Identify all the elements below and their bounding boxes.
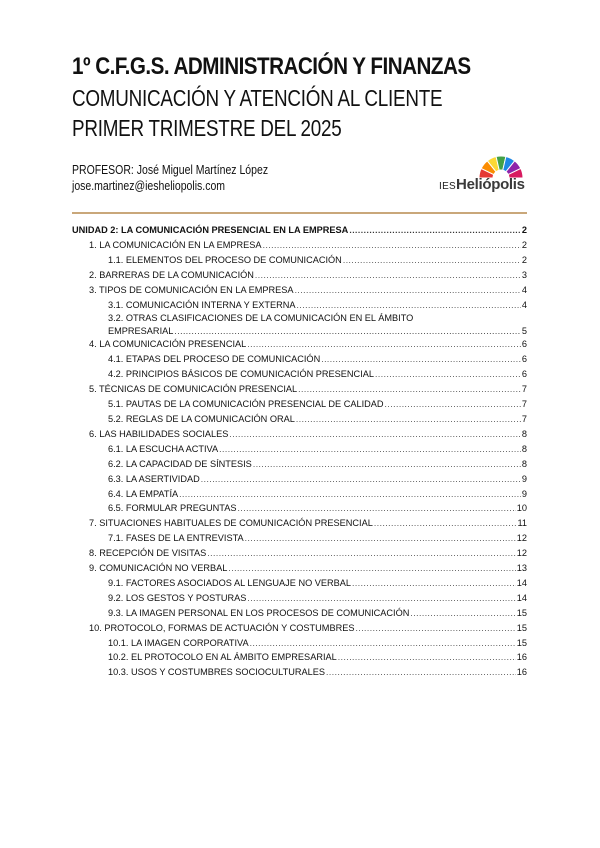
toc-page-number: 6	[521, 354, 527, 365]
toc-leader-dots	[343, 253, 521, 268]
toc-leader-dots	[219, 442, 521, 457]
toc-entry-label: 3. TIPOS DE COMUNICACIÓN EN LA EMPRESA	[89, 284, 294, 295]
toc-entry-label: 4. LA COMUNICACIÓN PRESENCIAL	[89, 339, 247, 350]
toc-entry[interactable]	[72, 591, 527, 606]
table-of-contents	[72, 223, 527, 680]
toc-entry[interactable]	[72, 650, 527, 665]
toc-entry-label: 9. COMUNICACIÓN NO VERBAL	[89, 563, 228, 574]
toc-leader-dots	[201, 472, 521, 487]
toc-page-number: 16	[516, 667, 527, 678]
toc-entry[interactable]	[72, 442, 527, 457]
toc-page-number: 12	[516, 548, 527, 559]
toc-leader-dots	[179, 487, 521, 502]
toc-leader-dots	[349, 223, 521, 238]
toc-page-number: 15	[516, 637, 527, 648]
toc-leader-dots	[263, 238, 521, 253]
toc-entry-label: 7. SITUACIONES HABITUALES DE COMUNICACIÓN PRESENCIAL	[89, 518, 373, 529]
toc-page-number: 11	[517, 518, 527, 529]
toc-page-number: 2	[521, 254, 527, 265]
toc-entry[interactable]	[72, 382, 527, 397]
toc-entry[interactable]	[72, 238, 527, 253]
toc-page-number: 13	[516, 563, 527, 574]
toc-entry[interactable]	[72, 531, 527, 546]
toc-entry[interactable]	[72, 253, 527, 268]
toc-page-number: 9	[521, 473, 527, 484]
toc-entry[interactable]	[72, 457, 527, 472]
toc-leader-dots	[245, 531, 516, 546]
toc-entry[interactable]	[72, 636, 527, 651]
toc-leader-dots	[296, 412, 521, 427]
toc-leader-dots	[255, 268, 521, 283]
toc-entry[interactable]	[72, 487, 527, 502]
toc-entry[interactable]	[72, 501, 527, 516]
toc-leader-dots	[229, 427, 520, 442]
toc-entry[interactable]	[72, 268, 527, 283]
toc-entry[interactable]	[72, 412, 527, 427]
toc-leader-dots	[174, 325, 521, 338]
toc-entry-label: 8. RECEPCIÓN DE VISITAS	[89, 548, 207, 559]
toc-page-number: 16	[516, 652, 527, 663]
toc-leader-dots	[207, 546, 516, 561]
toc-page-number: 7	[521, 384, 527, 395]
toc-leader-dots	[374, 516, 517, 531]
toc-page-number: 2	[521, 239, 527, 250]
professor-email: jose.martinez@iesheliopolis.com	[72, 179, 226, 193]
logo-prefix: IES	[439, 181, 457, 192]
course-title: 1º C.F.G.S. ADMINISTRACIÓN Y FINANZAS	[72, 53, 471, 80]
toc-leader-dots	[250, 636, 516, 651]
toc-leader-dots	[295, 283, 521, 298]
toc-page-number: 12	[516, 533, 527, 544]
toc-page-number: 3	[521, 269, 527, 280]
toc-page-number: 6	[521, 339, 527, 350]
toc-page-number: 9	[521, 488, 527, 499]
toc-leader-dots	[410, 606, 515, 621]
toc-leader-dots	[321, 352, 521, 367]
toc-entry-label: 10. PROTOCOLO, FORMAS DE ACTUACIÓN Y COSTUMBRES	[89, 622, 355, 633]
professor-name: PROFESOR: José Miguel Martínez López	[72, 163, 269, 177]
toc-entry[interactable]	[72, 576, 527, 591]
toc-page-number: 8	[521, 428, 527, 439]
subject-title: COMUNICACIÓN Y ATENCIÓN AL CLIENTE	[72, 85, 443, 111]
toc-entry-label: 9.2. LOS GESTOS Y POSTURAS	[108, 592, 247, 603]
toc-entry[interactable]	[72, 427, 527, 442]
toc-entry-label: 6.1. LA ESCUCHA ACTIVA	[108, 443, 219, 454]
toc-page-number: 8	[521, 443, 527, 454]
toc-page-number: 15	[516, 607, 527, 618]
toc-leader-dots	[297, 298, 521, 313]
term-title: PRIMER TRIMESTRE DEL 2025	[72, 115, 342, 141]
toc-entry-label: 5.1. PAUTAS DE LA COMUNICACIÓN PRESENCIAL DE CALIDAD	[108, 399, 384, 410]
toc-page-number: 7	[521, 399, 527, 410]
toc-leader-dots	[228, 561, 515, 576]
toc-entry[interactable]	[72, 606, 527, 621]
toc-entry[interactable]	[72, 546, 527, 561]
toc-page-number: 7	[521, 413, 527, 424]
logo-text	[439, 176, 525, 193]
toc-entry-label: UNIDAD 2: LA COMUNICACIÓN PRESENCIAL EN LA EMPRESA	[72, 225, 349, 235]
toc-entry-label: 4.2. PRINCIPIOS BÁSICOS DE COMUNICACIÓN PRESENCIAL	[108, 369, 374, 380]
toc-page-number: 6	[521, 369, 527, 380]
toc-entry[interactable]	[72, 665, 527, 680]
toc-leader-dots	[352, 576, 516, 591]
toc-page-number: 4	[521, 299, 527, 310]
toc-entry-label: 9.1. FACTORES ASOCIADOS AL LENGUAJE NO VERBAL	[108, 577, 352, 588]
toc-leader-dots	[385, 397, 521, 412]
toc-page-number: 8	[521, 458, 527, 469]
toc-entry-label: 6. LAS HABILIDADES SOCIALES	[89, 428, 229, 439]
toc-entry-label: 6.5. FORMULAR PREGUNTAS	[108, 503, 237, 514]
toc-entry[interactable]	[72, 621, 527, 636]
toc-entry-label: 9.3. LA IMAGEN PERSONAL EN LOS PROCESOS DE COMUNICACIÓN	[108, 607, 410, 618]
toc-entry-label: 1. LA COMUNICACIÓN EN LA EMPRESA	[89, 239, 262, 250]
logo-name: Heliópolis	[456, 176, 525, 193]
toc-entry-label: 7.1. FASES DE LA ENTREVISTA	[108, 533, 244, 544]
toc-entry-label: 6.4. LA EMPATÍA	[108, 488, 179, 499]
toc-page-number: 4	[521, 284, 527, 295]
toc-leader-dots	[338, 650, 516, 665]
toc-entry-label: 6.3. LA ASERTIVIDAD	[108, 473, 200, 484]
toc-page-number: 5	[521, 325, 527, 336]
toc-leader-dots	[253, 457, 521, 472]
toc-page-number: 2	[521, 225, 527, 235]
toc-entry[interactable]	[72, 352, 527, 367]
toc-leader-dots	[375, 367, 521, 382]
toc-entry[interactable]	[72, 337, 527, 352]
document-header	[72, 50, 532, 142]
toc-entry[interactable]	[72, 312, 527, 337]
toc-entry-label: 10.3. USOS Y COSTUMBRES SOCIOCULTURALES	[108, 667, 325, 678]
toc-leader-dots	[326, 665, 516, 680]
toc-leader-dots	[247, 337, 521, 352]
toc-entry-label: 2. BARRERAS DE LA COMUNICACIÓN	[89, 269, 254, 280]
toc-entry-label: 3.1. COMUNICACIÓN INTERNA Y EXTERNA	[108, 299, 296, 310]
toc-page-number: 14	[516, 577, 527, 588]
toc-entry-label: 6.2. LA CAPACIDAD DE SÍNTESIS	[108, 458, 252, 469]
toc-entry-label-continued: EMPRESARIAL	[108, 325, 174, 336]
toc-entry[interactable]	[72, 516, 527, 531]
rainbow-logo-icon	[439, 154, 531, 178]
toc-page-number: 10	[516, 503, 527, 514]
toc-leader-dots	[247, 591, 515, 606]
toc-entry[interactable]	[72, 472, 527, 487]
toc-entry-label: 5.2. REGLAS DE LA COMUNICACIÓN ORAL	[108, 413, 295, 424]
toc-unit-heading[interactable]	[72, 223, 527, 238]
toc-entry[interactable]	[72, 298, 527, 313]
toc-entry-label: 10.1. LA IMAGEN CORPORATIVA	[108, 637, 249, 648]
toc-entry-label: 5. TÉCNICAS DE COMUNICACIÓN PRESENCIAL	[89, 384, 298, 395]
toc-entry[interactable]	[72, 561, 527, 576]
toc-leader-dots	[298, 382, 521, 397]
toc-entry-label: 3.2. OTRAS CLASIFICACIONES DE LA COMUNICACIÓN EN EL ÁMBITO	[108, 313, 414, 324]
toc-page-number: 15	[516, 622, 527, 633]
toc-entry[interactable]	[72, 397, 527, 412]
toc-page-number: 14	[516, 592, 527, 603]
toc-entry-label: 10.2. EL PROTOCOLO EN AL ÁMBITO EMPRESARIAL	[108, 652, 337, 663]
toc-leader-dots	[355, 621, 515, 636]
toc-leader-dots	[237, 501, 515, 516]
toc-entry[interactable]	[72, 283, 527, 298]
toc-entry-label: 4.1. ETAPAS DEL PROCESO DE COMUNICACIÓN	[108, 354, 321, 365]
header-divider	[72, 212, 527, 214]
school-logo	[439, 154, 531, 194]
toc-entry[interactable]	[72, 367, 527, 382]
toc-entry-label: 1.1. ELEMENTOS DEL PROCESO DE COMUNICACIÓN	[108, 254, 342, 265]
